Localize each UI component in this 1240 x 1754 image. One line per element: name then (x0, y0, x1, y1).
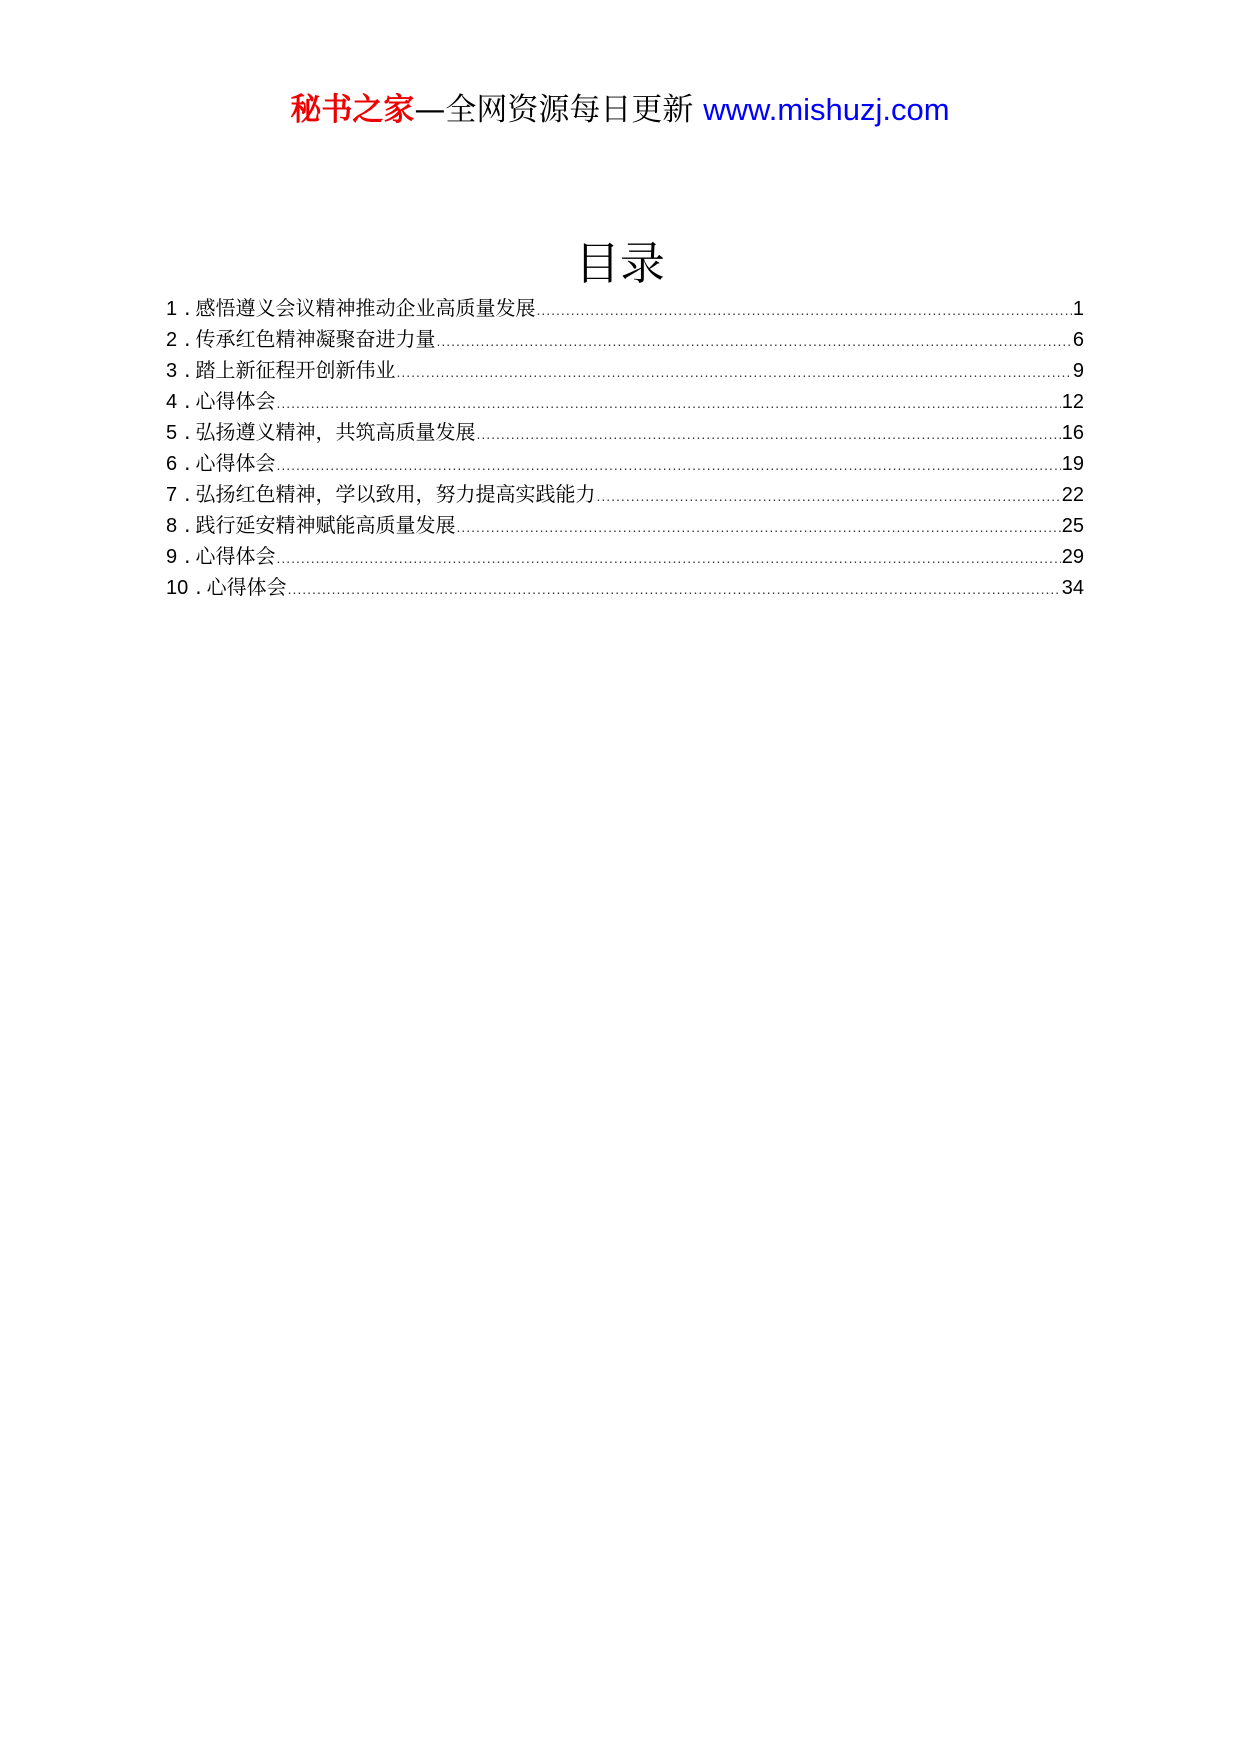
toc-entry-number: 10 (166, 577, 189, 599)
toc-entry-page-number: 16 (1061, 422, 1084, 444)
toc-dot-leader (276, 450, 1060, 481)
toc-entry-number: 8 (166, 515, 178, 537)
toc-dot-leader (596, 481, 1060, 512)
toc-entry-page-number: 34 (1061, 577, 1084, 599)
toc-entry-separator: . (184, 327, 191, 351)
toc-entry-separator: . (184, 544, 191, 568)
toc-entry[interactable] (166, 510, 1084, 541)
brand-name: 秘书之家 (290, 92, 415, 128)
site-banner (0, 88, 1240, 132)
toc-entry-page-number: 19 (1061, 453, 1084, 475)
toc-entry-number: 3 (166, 360, 178, 382)
site-url-link[interactable]: www.mishuzj.com (703, 92, 950, 127)
banner-tagline: —全网资源每日更新 (414, 92, 694, 128)
toc-entry-title: 心得体会 (195, 544, 276, 568)
toc-entry-page-number: 6 (1072, 329, 1084, 351)
toc-entry-title: 踏上新征程开创新伟业 (195, 358, 396, 382)
toc-entry-title: 弘扬红色精神，学以致用，努力提高实践能力 (195, 482, 596, 506)
toc-list (166, 293, 1084, 603)
toc-entry-number: 6 (166, 453, 178, 475)
toc-dot-leader (396, 357, 1071, 388)
toc-entry-title: 心得体会 (195, 451, 276, 475)
toc-entry-page-number: 1 (1072, 298, 1084, 320)
toc-entry-separator: . (184, 296, 191, 320)
toc-entry-separator: . (184, 420, 191, 444)
toc-entry-title: 践行延安精神赋能高质量发展 (195, 513, 456, 537)
toc-entry[interactable] (166, 448, 1084, 479)
toc-entry-separator: . (184, 358, 191, 382)
toc-entry[interactable] (166, 324, 1084, 355)
toc-entry-number: 7 (166, 484, 178, 506)
toc-entry-title: 心得体会 (195, 389, 276, 413)
toc-dot-leader (276, 543, 1060, 574)
toc-entry-separator: . (195, 575, 202, 599)
toc-entry-page-number: 12 (1061, 391, 1084, 413)
toc-entry-number: 1 (166, 298, 178, 320)
toc-entry-number: 9 (166, 546, 178, 568)
toc-entry-number: 4 (166, 391, 178, 413)
toc-dot-leader (456, 512, 1060, 543)
toc-title: 目录 (574, 237, 665, 290)
toc-entry-page-number: 9 (1072, 360, 1084, 382)
toc-dot-leader (276, 388, 1060, 419)
toc-entry-title: 传承红色精神凝聚奋进力量 (195, 327, 436, 351)
toc-entry[interactable] (166, 417, 1084, 448)
toc-entry[interactable] (166, 541, 1084, 572)
toc-entry-separator: . (184, 389, 191, 413)
toc-entry[interactable] (166, 355, 1084, 386)
toc-entry-title: 心得体会 (206, 575, 287, 599)
toc-entry-page-number: 22 (1061, 484, 1084, 506)
toc-entry[interactable] (166, 293, 1084, 324)
toc-entry[interactable] (166, 479, 1084, 510)
toc-dot-leader (436, 326, 1071, 357)
toc-entry-page-number: 29 (1061, 546, 1084, 568)
toc-entry-separator: . (184, 482, 191, 506)
toc-dot-leader (536, 295, 1071, 326)
toc-entry[interactable] (166, 572, 1084, 603)
toc-entry-separator: . (184, 513, 191, 537)
toc-entry-page-number: 25 (1061, 515, 1084, 537)
toc-entry-separator: . (184, 451, 191, 475)
toc-entry-number: 5 (166, 422, 178, 444)
toc-entry-title: 感悟遵义会议精神推动企业高质量发展 (195, 296, 536, 320)
toc-entry[interactable] (166, 386, 1084, 417)
toc-entry-number: 2 (166, 329, 178, 351)
toc-dot-leader (288, 574, 1061, 605)
toc-dot-leader (476, 419, 1060, 450)
toc-entry-title: 弘扬遵义精神，共筑高质量发展 (195, 420, 476, 444)
